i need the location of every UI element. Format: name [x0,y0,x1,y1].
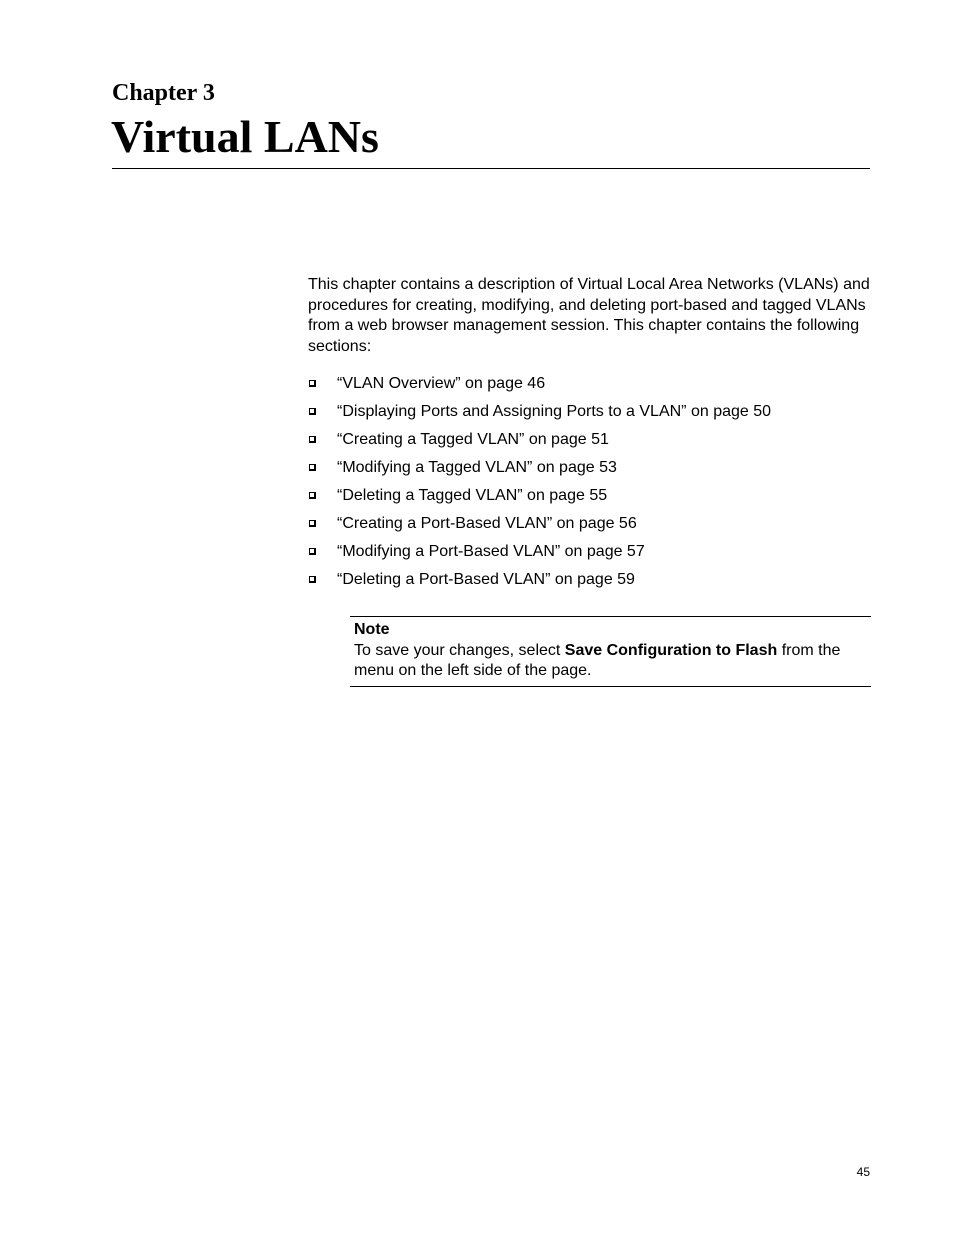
section-link[interactable]: “Creating a Port-Based VLAN” on page 56 [337,515,637,532]
section-list-item[interactable] [308,458,870,486]
chapter-label: Chapter 3 [112,80,215,106]
checkbox-bullet-icon [309,380,316,387]
section-list-item[interactable] [308,486,870,514]
section-list [308,374,870,598]
checkbox-bullet-icon [309,492,316,499]
note-box [350,616,871,687]
section-list-item[interactable] [308,570,870,598]
checkbox-bullet-icon [309,576,316,583]
section-list-item[interactable] [308,374,870,402]
checkbox-bullet-icon [309,520,316,527]
note-emphasis: Save Configuration to Flash [564,641,778,659]
section-list-item[interactable] [308,402,870,430]
note-text-before: To save your changes, select [354,641,565,659]
section-link[interactable]: “VLAN Overview” on page 46 [337,375,546,392]
chapter-title: Virtual LANs [111,111,379,162]
section-link[interactable]: “Deleting a Tagged VLAN” on page 55 [337,487,608,504]
checkbox-bullet-icon [309,548,316,555]
checkbox-bullet-icon [309,408,316,415]
section-list-item[interactable] [308,514,870,542]
note-text-after: from the menu on the left side of the page. [354,641,841,679]
section-link[interactable]: “Deleting a Port-Based VLAN” on page 59 [337,571,635,588]
section-list-item[interactable] [308,542,870,570]
section-link[interactable]: “Displaying Ports and Assigning Ports to a VLAN” on page 50 [337,403,772,420]
checkbox-bullet-icon [309,464,316,471]
section-link[interactable]: “Modifying a Tagged VLAN” on page 53 [337,459,617,476]
page-number: 45 [856,1165,870,1179]
title-divider [112,168,870,169]
intro-paragraph: This chapter contains a description of Virtual Local Area Networks (VLANs) and procedures for creating, modifying, and deleting port-based and tagged VLANs from a web browser management session. This chapter contains the following sections: [308,276,870,355]
section-link[interactable]: “Creating a Tagged VLAN” on page 51 [337,431,609,448]
section-list-item[interactable] [308,430,870,458]
section-link[interactable]: “Modifying a Port-Based VLAN” on page 57 [337,543,645,560]
note-heading: Note [354,621,390,638]
checkbox-bullet-icon [309,436,316,443]
